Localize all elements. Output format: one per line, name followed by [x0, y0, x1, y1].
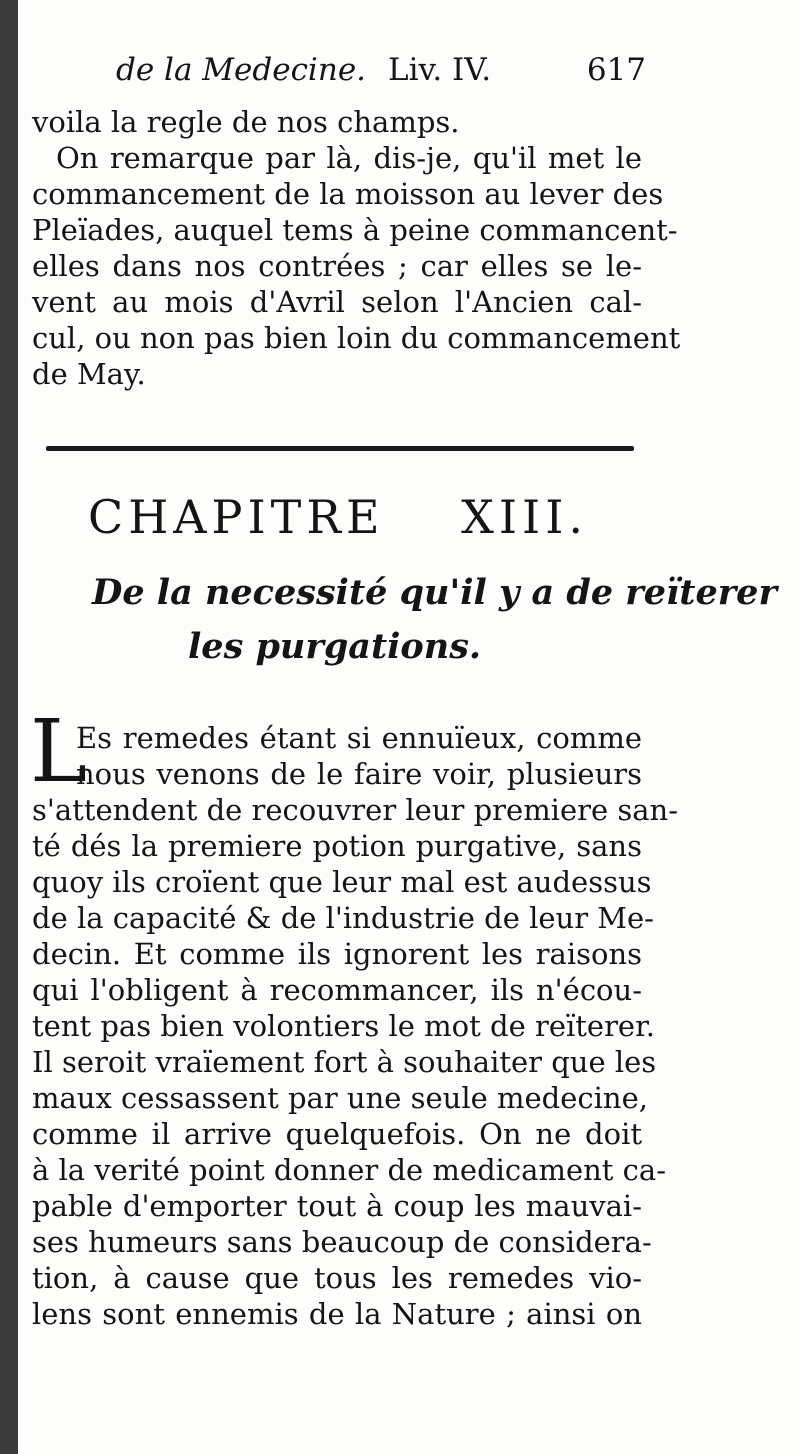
chapter-subtitle: les purgations. — [188, 626, 482, 667]
text-line: té dés la premiere potion purgative, sans — [32, 829, 642, 863]
section-rule — [46, 446, 634, 451]
text-line: Es remedes étant si ennuïeux, comme — [76, 721, 642, 755]
text-line: qui l'obligent à recommancer, ils n'écou- — [32, 973, 642, 1007]
text-line: de May. — [32, 357, 146, 391]
text-line: voila la regle de nos champs. — [32, 105, 460, 139]
text-line: lens sont ennemis de la Nature ; ainsi on — [32, 1297, 642, 1331]
text-line: commancement de la moisson au lever des — [32, 177, 664, 211]
text-line: quoy ils croïent que leur mal est audessus — [32, 865, 652, 899]
drop-cap: L — [30, 702, 88, 802]
text-line: ses humeurs sans beaucoup de considera- — [32, 1225, 652, 1259]
text-line: s'attendent de recouvrer leur premiere san- — [32, 793, 679, 827]
text-line: tion, à cause que tous les remedes vio- — [32, 1261, 642, 1295]
chapter-heading: CHAPITRE XIII. — [88, 490, 588, 544]
text-line: On remarque par là, dis-je, qu'il met le — [56, 141, 642, 175]
chapter-subtitle: De la necessité qu'il y a de reïterer — [92, 572, 777, 613]
running-title: de la Medecine. — [116, 52, 367, 88]
text-line: pable d'emporter tout à coup les mauvai- — [32, 1189, 642, 1223]
page-number: 617 — [586, 52, 646, 88]
text-line: Pleïades, auquel tems à peine commancent- — [32, 213, 678, 247]
text-line: à la verité point donner de medicament ca- — [32, 1153, 666, 1187]
text-line: cul, ou non pas bien loin du commancement — [32, 321, 681, 355]
text-line: tent pas bien volontiers le mot de reïterer. — [32, 1009, 655, 1043]
text-line: elles dans nos contrées ; car elles se le- — [32, 249, 642, 283]
text-line: Il seroit vraïement fort à souhaiter que les — [32, 1045, 657, 1079]
text-line: nous venons de le faire voir, plusieurs — [76, 757, 642, 791]
text-line: de la capacité & de l'industrie de leur Me- — [32, 901, 654, 935]
text-line: vent au mois d'Avril selon l'Ancien cal- — [32, 285, 642, 319]
book-number: Liv. IV. — [388, 52, 492, 88]
text-line: comme il arrive quelquefois. On ne doit — [32, 1117, 642, 1151]
book-page — [18, 0, 800, 1454]
running-head — [116, 52, 646, 102]
text-line: maux cessassent par une seule medecine, — [32, 1081, 648, 1115]
text-line: decin. Et comme ils ignorent les raisons — [32, 937, 642, 971]
